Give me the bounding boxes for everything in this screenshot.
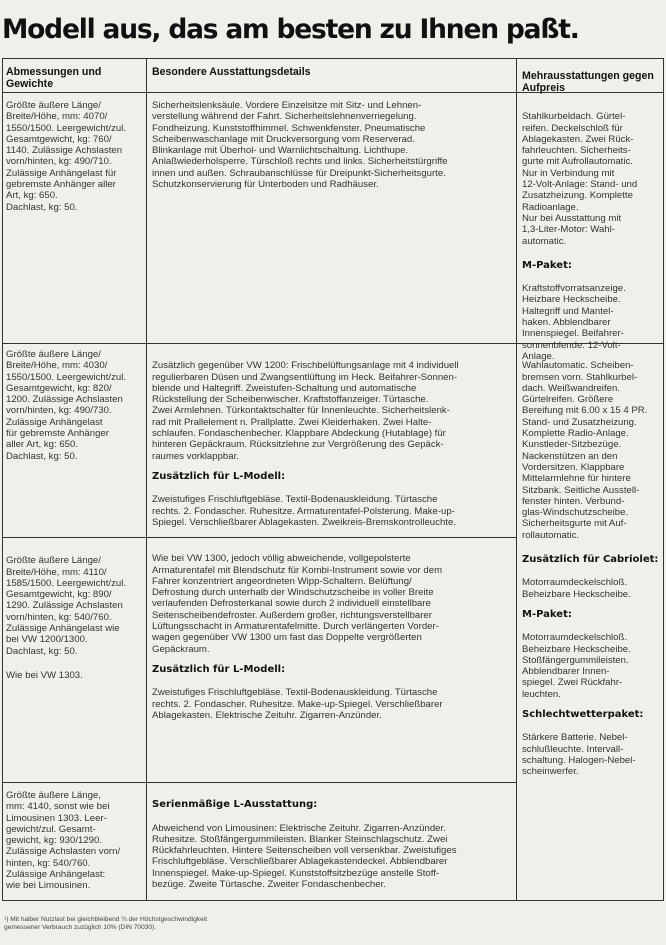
table-top-rule (2, 58, 664, 59)
row2-dimensions: Größte äußere Länge/ Breite/Höhe, mm: 4030/ 1550/1500. Leergewicht/zul. Gesamtgewicht, kg: 820/ 1200. Zulässige Achslasten vorn/hinten, kg: 490/730. Zulässige Anhängelast für gebremste Anhänger aller Art, kg: 650. Dachlast, kg: 50. (6, 349, 127, 462)
row3-dimensions-extra: Wie bei VW 1303. (6, 669, 83, 681)
header-optional-extras: Mehrausstattungen gegen Aufpreis (522, 70, 654, 94)
row1-extras-text: Stahlkurbeldach. Gürtel- reifen. Deckelschloß für Ablagekasten. Zwei Rück- fahrleuchten. Sicherheits- gurte mit Aufrollautomatic. Nur in Verbindung mit 12-Volt-Anlage: Stand- und Zusatzheizung. Komplette Radioanlage. Nur bei Ausstattung mit 1,3-Liter-Motor: Wahl- automatic. (522, 111, 638, 247)
row3-details-text: Wie bei VW 1300, jedoch völlig abweichende, vollgepolsterte Armaturentafel mit Blendschutz für Kombi-Instrument sowie vor dem Fahrer konzentriert angeordneten Wipp-Schaltern. Belüftung/ Defrostung durch unterhalb der Windschutzscheibe in voller Breite verlaufenden Defrosterkanal sowie durch 2 individuell einstellbare Seitenscheibendefroster. Außerdem großer, richtungsverstellbarer Lüftungsschacht in Armaturentafelmitte. Durch verlängerten Vorder- wagen gegenüber VW 1300 um fast das Doppelte vergrößerten Gepäckraum. (152, 553, 443, 655)
row3-m-paket-text: Motorraumdeckelschloß. Beheizbare Heckscheibe. Stoßfängergummileisten. Abblendbarer Innen- spiegel. Zwei Rückfahr- leuchten. (522, 632, 631, 700)
row2-l-modell-title: Zusätzlich für L-Modell: (152, 470, 286, 482)
row2-extras (522, 349, 662, 778)
table-left-border (2, 58, 3, 901)
row3-details (152, 542, 514, 721)
row3-cabriolet-title: Zusätzlich für Cabriolet: (522, 554, 659, 566)
row2-bottom-rule-left (2, 537, 516, 538)
row2-details (152, 349, 514, 528)
column-divider-1 (146, 58, 147, 901)
row3-schlechtwetter-text: Stärkere Batterie. Nebel- schlußleuchte. Intervall- schaltung. Halogen-Nebel- scheinwerfer. (522, 732, 636, 778)
table-bottom-rule (2, 900, 664, 901)
header-equipment-details: Besondere Ausstattungsdetails (152, 66, 311, 78)
row2-details-text: Zusätzlich gegenüber VW 1200: Frischbelüftungsanlage mit 4 individuell regulierbaren Düsen und Zwangsentlüftung im Heck. Beifahrer-Sonnen- blende und Haltegriff. Zweistufen-Schaltung und automatische Rückstellung der Scheibenwischer. Kraftstoffanzeiger. Türtasche. Zwei Armlehnen. Türkontaktschalter für Innenleuchte. Sicherheitslenk- rad mit Prallelement n. Prallplatte. Zwei Kleiderhaken. Zwei Halte- schlaufen. Fondaschenbecher. Klappbare Abdeckung (Hutablage) für hinteren Gepäckraum. Rücksitzlehne zur Vergrößerung des Gepäck- raumes vorklappbar. (152, 360, 459, 462)
row1-extras (522, 100, 662, 362)
row1-dimensions: Größte äußere Länge/ Breite/Höhe, mm: 4070/ 1550/1500. Leergewicht/zul. Gesamtgewicht, kg: 760/ 1140. Zulässige Achslasten vorn/hinten, kg: 490/710. Zulässige Anhängelast für gebremste Anhänger aller Art, kg: 650. Dachlast, kg: 50. (6, 100, 127, 213)
row3-l-modell-text: Zweistufiges Frischluftgebläse. Textil-Bodenauskleidung. Türtasche rechts. 2. Fondascher. Ruhesitze. Make-up-Spiegel. Verschließbarer Ablagekasten. Elektrische Zeituhr. Zigarren-Anzünder. (152, 687, 443, 721)
row3-bottom-rule-left (2, 782, 516, 783)
row1-m-paket-title: M-Paket: (522, 259, 572, 271)
row4-dimensions: Größte äußere Länge, mm: 4140, sonst wie bei Limousinen 1303. Leer- gewicht/zul. Gesamt- gewicht, kg: 930/1290. Zulässige Achslasten vorn/ hinten, kg: 540/760. Zulässige Anhängelast: wie bei Limousinen. (6, 790, 121, 892)
row4-serien-l-title: Serienmäßige L-Ausstattung: (152, 799, 318, 811)
row3-m-paket-title: M-Paket: (522, 608, 572, 620)
footnote: ¹) Mit halber Nutzlast bei gleichbleibend ¾ der Höchstgeschwindigkeit gemessener Verbrauch zuzüglich 10% (DIN 70030). (4, 916, 208, 932)
row2-l-modell-text: Zweistufiges Frischluftgebläse. Textil-Bodenauskleidung. Türtasche rechts. 2. Fondascher. Ruhesitze. Armaturentafel-Polsterung. Make-up- Spiegel. Verschließbarer Ablagekasten. Zweikreis-Bremskontrolleuchte. (152, 494, 456, 528)
row3-schlechtwetter-title: Schlechtwetterpaket: (522, 709, 644, 721)
row4-details-text: Abweichend von Limousinen: Elektrische Zeituhr. Zigarren-Anzünder. Ruhesitze. Stoßfängergummileisten. Blanker Steinschlagschutz. Zwei Rückfahrleuchten. Hintere Seitenscheiben voll versenkbar. Zweistufiges Frischluftgebläse. Verschließbarer Ablagekastendeckel. Abblendbarer Innenspiegel. Make-up-Spiegel. Kunststoffsitzbezüge anstelle Stoff- bezüge. Zweite Türtasche. Zweiter Fondaschenbecher. (152, 822, 457, 891)
row2-extras-text: Wahlautomatic. Scheiben- bremsen vorn. Stahlkurbel- dach. Weißwandreifen. Gürtelreifen. Größere Bereifung mit 6.00 x 15 4 PR. Stand- und Zusatzheizung. Komplette Radio-Anlage. Kunstleder-Sitzbezüge. Nackenstützen an den Vordersitzen. Klappbare Mittelarmlehne für hintere Sitzbank. Seitliche Ausstell- fenster hinten. Verbund- glas-Windschutzscheibe. Sicherheitsgurte mit Auf- rollautomatic. (522, 360, 648, 541)
row1-m-paket-text: Kraftstoffvorratsanzeige. Heizbare Heckscheibe. Haltegriff und Mantel- haken. Abblendbarer Innenspiegel. Beifahrer- sonnenblende. 12-Volt- Anlage. (522, 283, 626, 362)
page-title: Modell aus, das am besten zu Ihnen paßt. (2, 14, 579, 45)
column-divider-2 (516, 58, 517, 901)
row3-dimensions (6, 544, 144, 693)
row3-dimensions-text: Größte äußere Länge/ Breite/Höhe, mm: 4110/ 1585/1500. Leergewicht/zul. Gesamtgewicht, kg: 890/ 1290. Zulässige Achslasten vorn/hinten, kg: 540/760. Zulässige Anhängelast wie bei VW 1200/1300. Dachlast, kg: 50. (6, 555, 127, 657)
header-dimensions: Abmessungen und Gewichte (6, 66, 102, 90)
row3-cabriolet-text: Motorraumdeckelschloß. Beheizbare Heckscheibe. (522, 577, 631, 600)
row1-details: Sicherheitslenksäule. Vordere Einzelsitze mit Sitz- und Lehnen- verstellung während der Fahrt. Sicherheitslehnenverriegelung. Fondheizung. Kunststoffhimmel. Schwenkfenster. Pneumatische Scheibenwaschanlage mit Druckversorgung vom Reserverad. Blinkanlage mit Überhol- und Warnlichtschaltung. Lichthupe. Anlaßwiederholsperre. Türschloß rechts und links. Sicherheitstürgriffe innen und außen. Schraubanschlüsse für Dreipunkt-Sicherheitsgurte. Schutzkonservierung für Unterboden und Radhäuser. (152, 100, 448, 191)
row4-details (152, 788, 514, 890)
row3-l-modell-title: Zusätzlich für L-Modell: (152, 663, 286, 675)
table-right-border (663, 58, 664, 901)
